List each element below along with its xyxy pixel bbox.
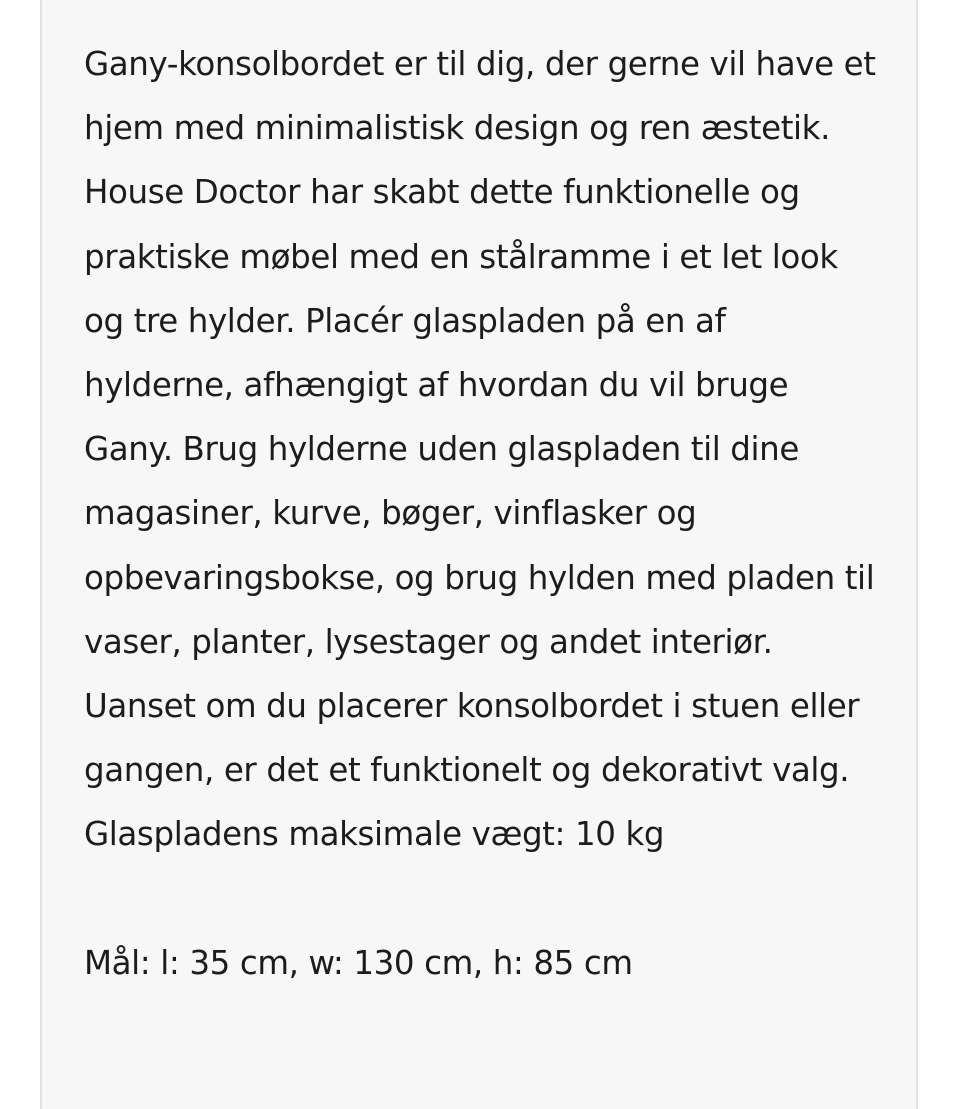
product-description-panel <box>40 0 918 1109</box>
product-description <box>84 32 884 995</box>
description-paragraph: Gany-konsolbordet er til dig, der gerne vil have et hjem med minimalistisk design og ren æstetik. House Doctor har skabt dette funktionelle og praktiske møbel med en stålramme i et let look og tre hylder. Placér glaspladen på en af hylderne, afhængigt af hvordan du vil bruge Gany. Brug hylderne uden glaspladen til dine magasiner, kurve, bøger, vinflasker og opbevaringsbokse, og brug hylden med pladen til vaser, planter, lysestager og andet interiør. Uanset om du placerer konsolbordet i stuen eller gangen, er det et funktionelt og dekorativt valg. Glaspladens maksimale vægt: 10 kg <box>84 45 876 854</box>
dimensions-text: Mål: l: 35 cm, w: 130 cm, h: 85 cm <box>84 943 633 982</box>
